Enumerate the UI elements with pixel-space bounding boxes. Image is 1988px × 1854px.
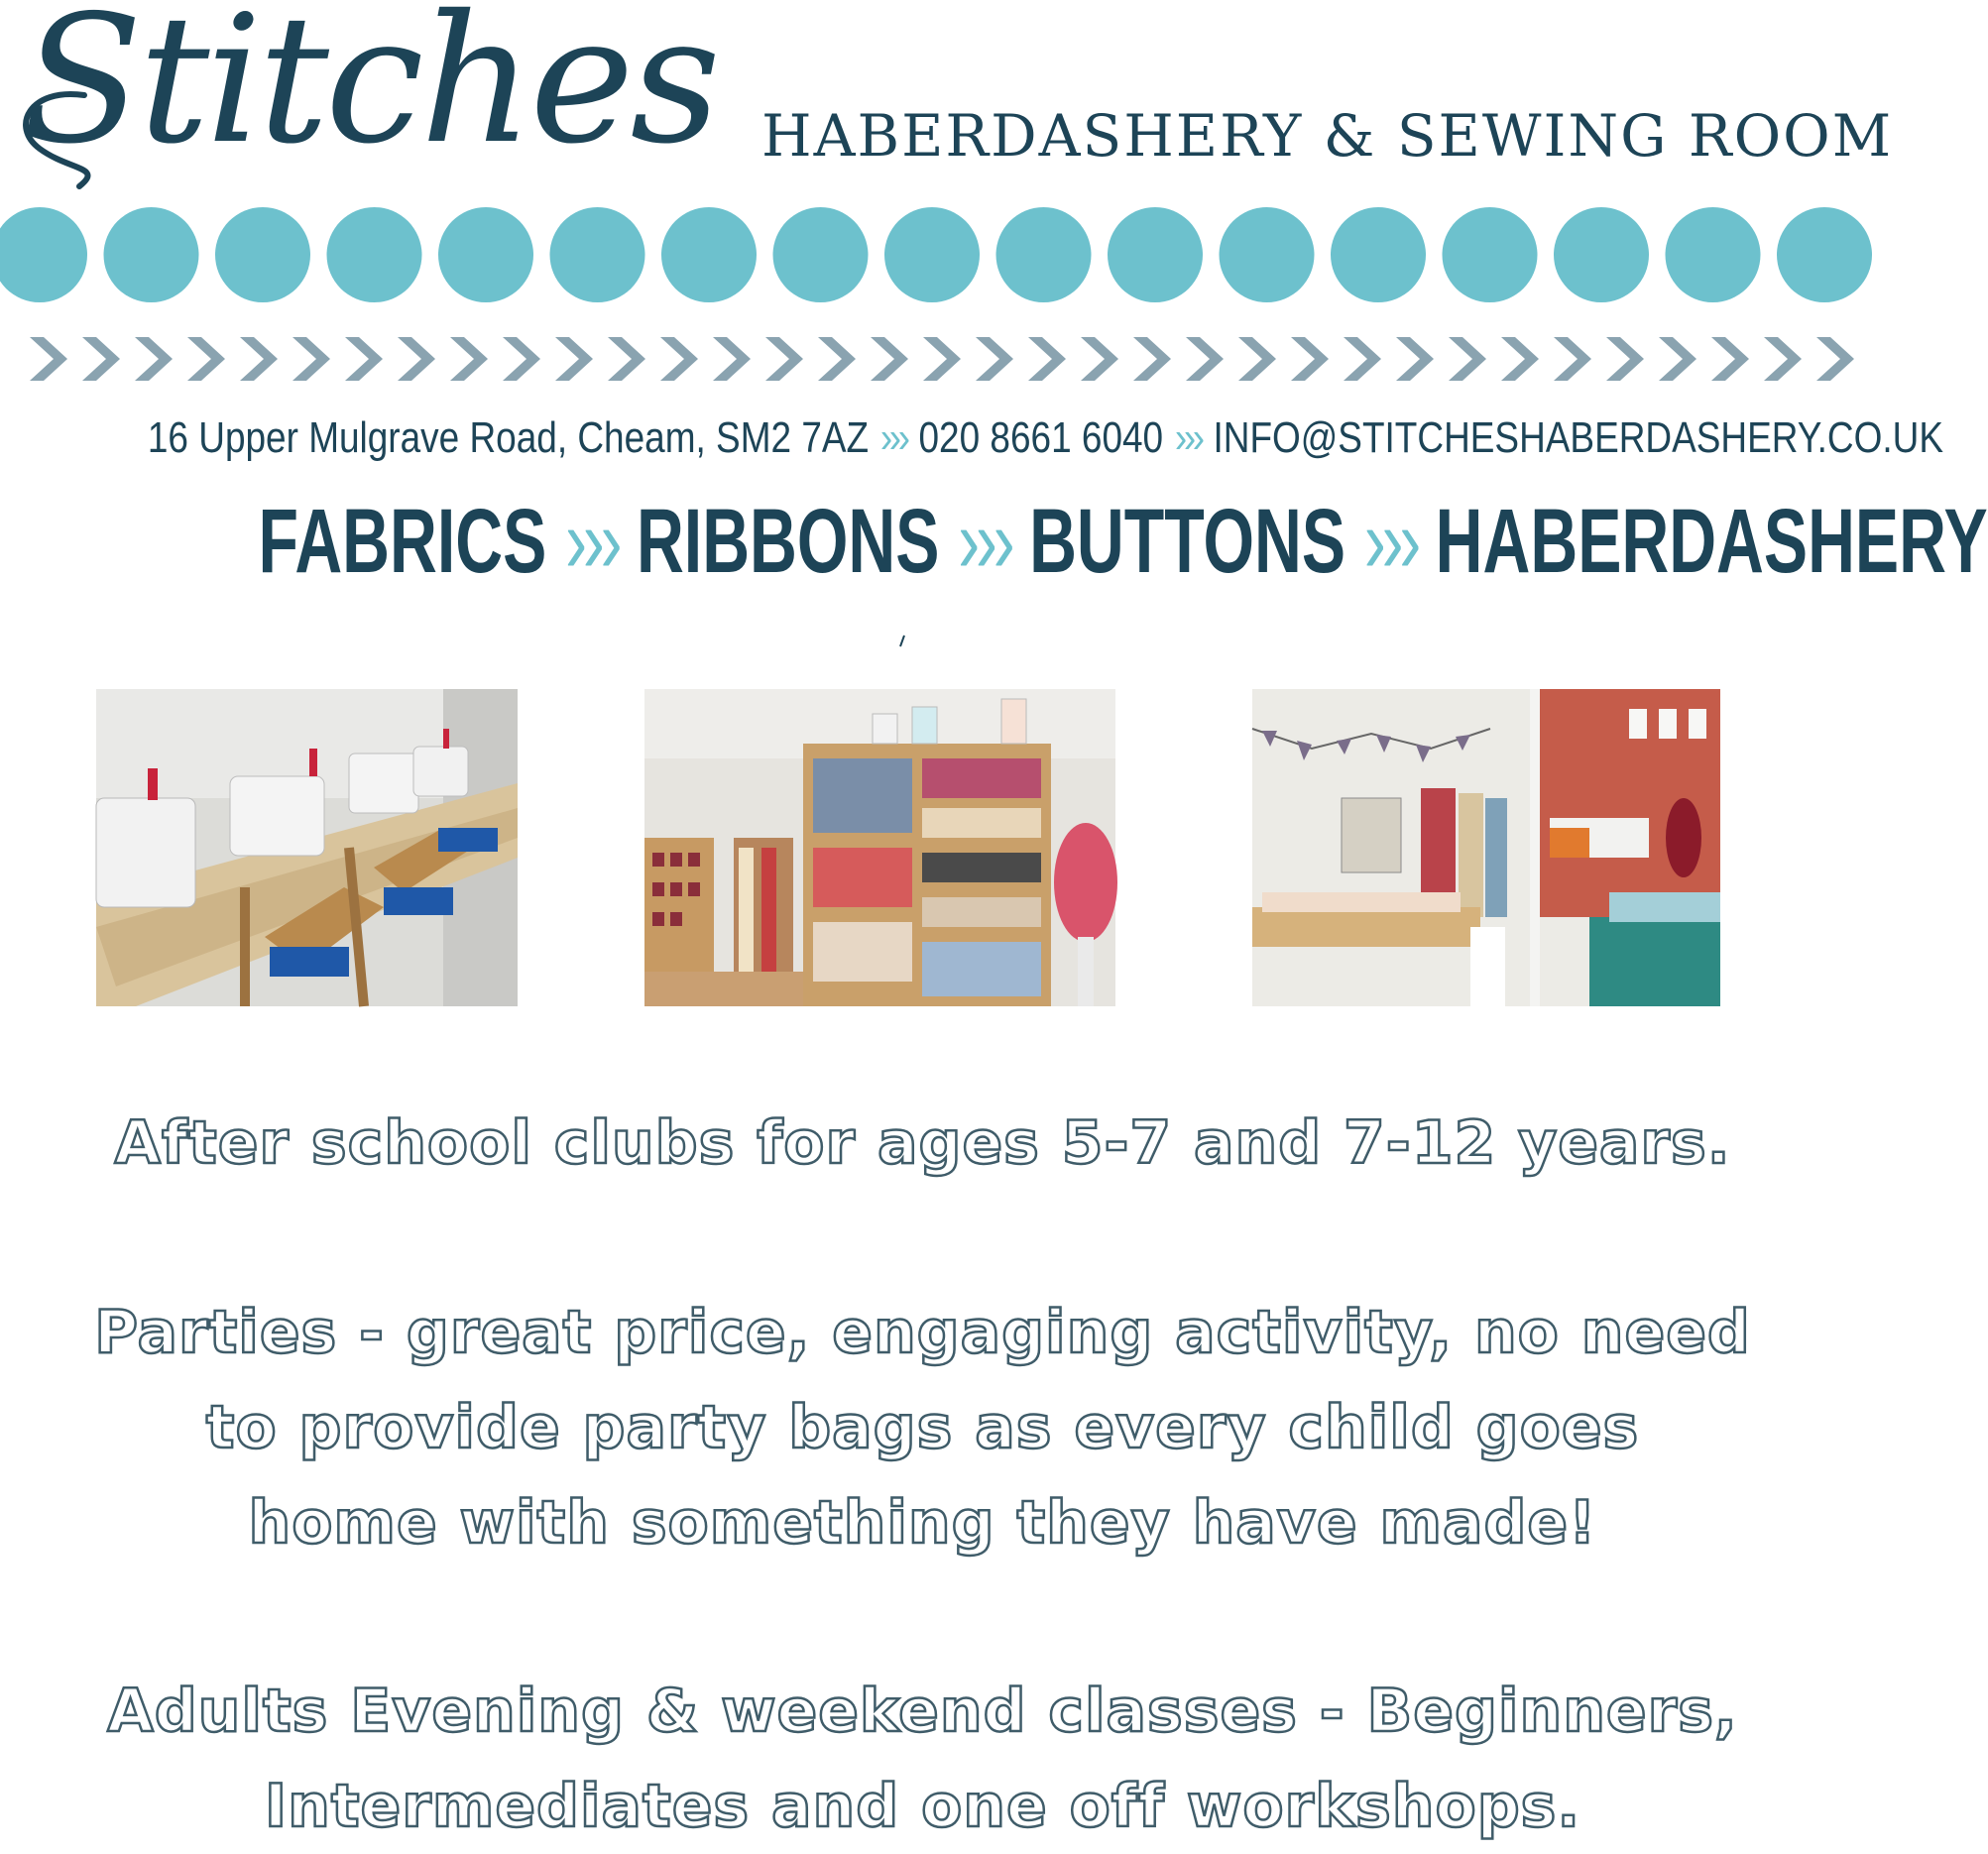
brand-tagline: HABERDASHERY & SEWING ROOM: [761, 102, 1894, 170]
decor-dot: [1108, 207, 1203, 302]
decor-chevron: [240, 337, 278, 381]
decor-chevron: [1711, 337, 1749, 381]
decor-chevron: [871, 337, 908, 381]
contact-address: 16 Upper Mulgrave Road, Cheam, SM2 7AZ: [147, 413, 870, 462]
decor-chevron: [1238, 337, 1276, 381]
decor-dot: [1777, 207, 1872, 302]
decor-dot: [327, 207, 422, 302]
clubs-line-1: After school clubs for ages 5-7 and 7-12 years.: [114, 1108, 1731, 1178]
decor-chevron: [1133, 337, 1171, 381]
decor-chevron: [1028, 337, 1066, 381]
dot-band: [0, 198, 1845, 312]
decor-dot: [0, 207, 87, 302]
decor-dot: [215, 207, 310, 302]
decor-chevron: [923, 337, 961, 381]
decor-dot: [661, 207, 757, 302]
category-separator-1: ›››: [565, 491, 619, 592]
decor-chevron: [660, 337, 698, 381]
category-separator-3: ›››: [1363, 491, 1417, 592]
decor-chevron: [1606, 337, 1644, 381]
decor-chevron: [608, 337, 645, 381]
decor-chevron: [1659, 337, 1696, 381]
chevron-band: [0, 329, 1845, 389]
decor-chevron: [30, 337, 67, 381]
decor-chevron: [1081, 337, 1118, 381]
decor-chevron: [1764, 337, 1802, 381]
photo-shop-window: [1252, 689, 1720, 1006]
decor-chevron: [398, 337, 435, 381]
parties-paragraph: [0, 1285, 1845, 1570]
decor-dot: [104, 207, 199, 302]
decor-chevron: [450, 337, 488, 381]
decor-dot: [884, 207, 980, 302]
decor-chevron: [345, 337, 383, 381]
contact-separator-1: ›››: [879, 413, 907, 462]
decor-chevron: [1344, 337, 1381, 381]
decor-chevron: [1449, 337, 1486, 381]
photo-shop-shelves: [644, 689, 1115, 1006]
decor-dot: [1554, 207, 1649, 302]
decor-chevron: [292, 337, 330, 381]
category-haberdashery: HABERDASHERY: [1435, 491, 1988, 592]
parties-line-3: home with something they have made!: [248, 1488, 1597, 1558]
adults-line-1: Adults Evening & weekend classes - Beginners,: [107, 1677, 1738, 1746]
adults-paragraph: [0, 1664, 1845, 1854]
category-fabrics: FABRICS: [258, 491, 547, 592]
contact-line: [147, 413, 1943, 462]
contact-separator-2: ›››: [1174, 413, 1202, 462]
decor-dot: [1443, 207, 1538, 302]
decor-chevron: [1186, 337, 1224, 381]
clubs-paragraph: [0, 1096, 1845, 1191]
decor-dot: [1666, 207, 1761, 302]
decor-chevron: [818, 337, 856, 381]
decor-chevron: [976, 337, 1013, 381]
decor-chevron: [503, 337, 540, 381]
decor-chevron: [1291, 337, 1329, 381]
parties-line-2: to provide party bags as every child goes: [205, 1393, 1640, 1462]
decor-dot: [1331, 207, 1426, 302]
category-ribbons: RIBBONS: [636, 491, 940, 592]
category-separator-2: ›››: [958, 491, 1011, 592]
parties-line-1: Parties - great price, engaging activity, no need: [94, 1298, 1751, 1367]
adults-line-2: Intermediates and one off workshops.: [264, 1772, 1581, 1841]
stray-mark: [897, 635, 907, 648]
decor-chevron: [713, 337, 751, 381]
photo-sewing-machines: [96, 689, 518, 1006]
category-line: [258, 491, 1988, 592]
decor-dot: [996, 207, 1092, 302]
decor-dot: [438, 207, 533, 302]
decor-chevron: [1501, 337, 1539, 381]
category-buttons: BUTTONS: [1029, 491, 1346, 592]
decor-chevron: [1554, 337, 1591, 381]
decor-chevron: [82, 337, 120, 381]
contact-phone: 020 8661 6040: [918, 413, 1164, 462]
contact-email: INFO@STITCHESHABERDASHERY.CO.UK: [1213, 413, 1943, 462]
decor-dot: [773, 207, 869, 302]
decor-chevron: [555, 337, 593, 381]
decor-chevron: [1816, 337, 1854, 381]
decor-chevron: [1396, 337, 1434, 381]
decor-chevron: [135, 337, 173, 381]
decor-chevron: [765, 337, 803, 381]
decor-dot: [1220, 207, 1315, 302]
decor-dot: [550, 207, 645, 302]
brand-logo: Stitches: [22, 0, 717, 182]
decor-chevron: [187, 337, 225, 381]
